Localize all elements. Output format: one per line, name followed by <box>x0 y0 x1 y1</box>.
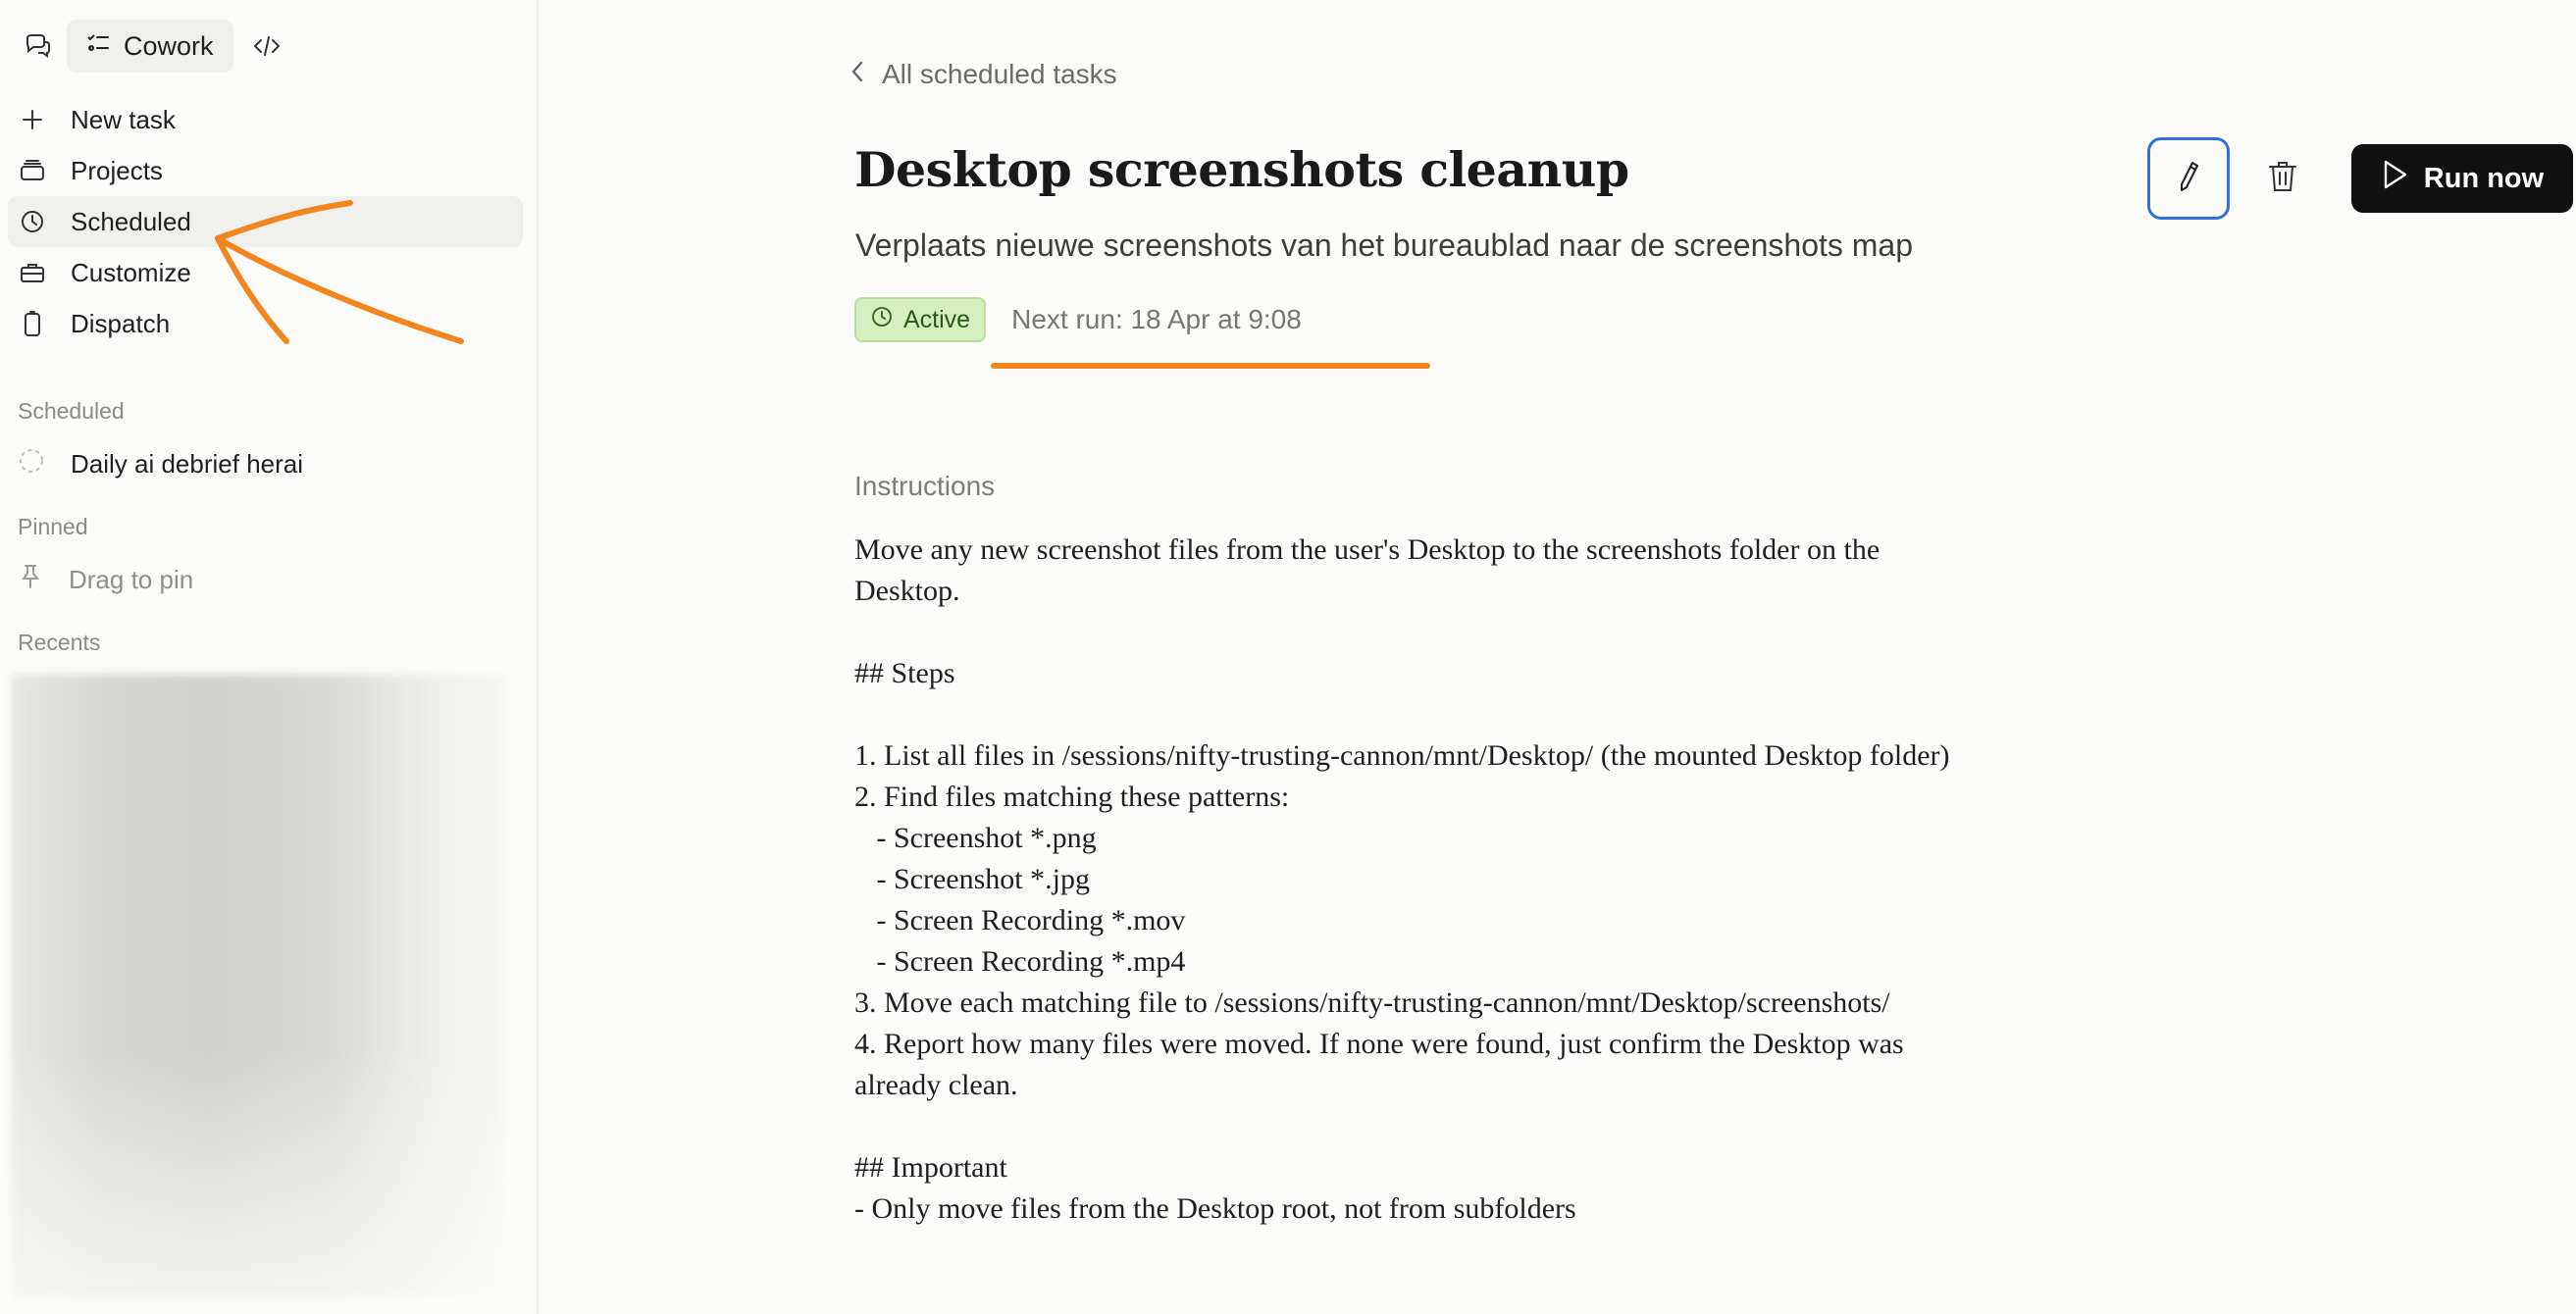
code-icon[interactable] <box>247 26 286 66</box>
recents-list-blurred <box>12 675 506 1298</box>
edit-button[interactable] <box>2147 137 2230 220</box>
plus-icon <box>18 105 47 134</box>
trash-icon <box>2267 159 2298 199</box>
status-badge <box>854 297 986 342</box>
nav-item-new-task[interactable] <box>8 94 523 145</box>
back-link-label: All scheduled tasks <box>882 59 1117 89</box>
nav-label: Scheduled <box>71 206 191 236</box>
mode-label: Cowork <box>124 30 214 61</box>
nav-label: Dispatch <box>71 308 171 338</box>
instructions-body: Move any new screenshot files from the user's Desktop to the screenshots folder on the Desktop. ## Steps 1. List all files in /sessions/nifty-trusting-cannon/mnt/Desktop/ (the mounted Desktop folder) 2. Find files matching these patterns: - Screenshot *.png - Screenshot *.jpg - Screen Recording *.mov - Screen Recording *.mp4 3. Move each matching file to /sessions/nifty-trusting-cannon/mnt/Desktop/screenshots/ 4. Report how many files were moved. If none were found, just confirm the Desktop was already clean. ## Important - Only move files from the Desktop root, not from subfolders <box>854 533 1950 1225</box>
drag-to-pin-placeholder <box>18 563 193 597</box>
page-title: Desktop screenshots cleanup <box>854 141 1629 198</box>
sidebar-nav <box>8 94 523 349</box>
chevron-left-icon <box>850 59 864 90</box>
pencil-icon <box>2176 160 2201 198</box>
checklist-icon <box>86 31 110 62</box>
drag-to-pin-label: Drag to pin <box>69 565 194 594</box>
phone-icon <box>18 309 47 338</box>
clock-icon <box>870 305 894 335</box>
mode-switch-cowork[interactable] <box>67 20 233 73</box>
nav-item-scheduled[interactable] <box>8 196 523 247</box>
delete-button[interactable] <box>2257 153 2308 204</box>
play-icon <box>2381 159 2408 198</box>
next-run-text: Next run: 18 Apr at 9:08 <box>1011 304 1302 334</box>
scheduled-item[interactable] <box>18 447 303 481</box>
recents-heading: Recents <box>18 630 101 655</box>
sidebar-topbar <box>18 22 286 71</box>
pinned-heading: Pinned <box>18 514 88 539</box>
status-badge-label: Active <box>903 305 971 333</box>
pin-icon <box>18 563 43 597</box>
folder-icon <box>18 156 47 185</box>
scheduled-heading: Scheduled <box>18 398 125 424</box>
nav-item-dispatch[interactable] <box>8 298 523 349</box>
scheduled-item-label: Daily ai debrief herai <box>71 449 304 479</box>
nav-label: Projects <box>71 155 163 185</box>
clock-icon <box>18 207 47 236</box>
task-actions <box>2147 137 2573 220</box>
nav-label: Customize <box>71 257 191 287</box>
briefcase-icon <box>18 258 47 287</box>
back-to-scheduled-link[interactable] <box>850 59 1117 90</box>
nav-label: New task <box>71 104 176 134</box>
spinner-icon <box>18 447 45 481</box>
nav-item-customize[interactable] <box>8 247 523 298</box>
task-description: Verplaats nieuwe screenshots van het bureaublad naar de screenshots map <box>855 227 1914 263</box>
run-now-button[interactable] <box>2351 144 2573 213</box>
run-now-label: Run now <box>2423 162 2545 194</box>
instructions-heading: Instructions <box>854 471 996 501</box>
chat-icon[interactable] <box>18 26 57 66</box>
nav-item-projects[interactable] <box>8 145 523 196</box>
status-row <box>854 297 1302 342</box>
annotation-underline <box>991 363 1430 369</box>
sidebar <box>0 0 539 1314</box>
